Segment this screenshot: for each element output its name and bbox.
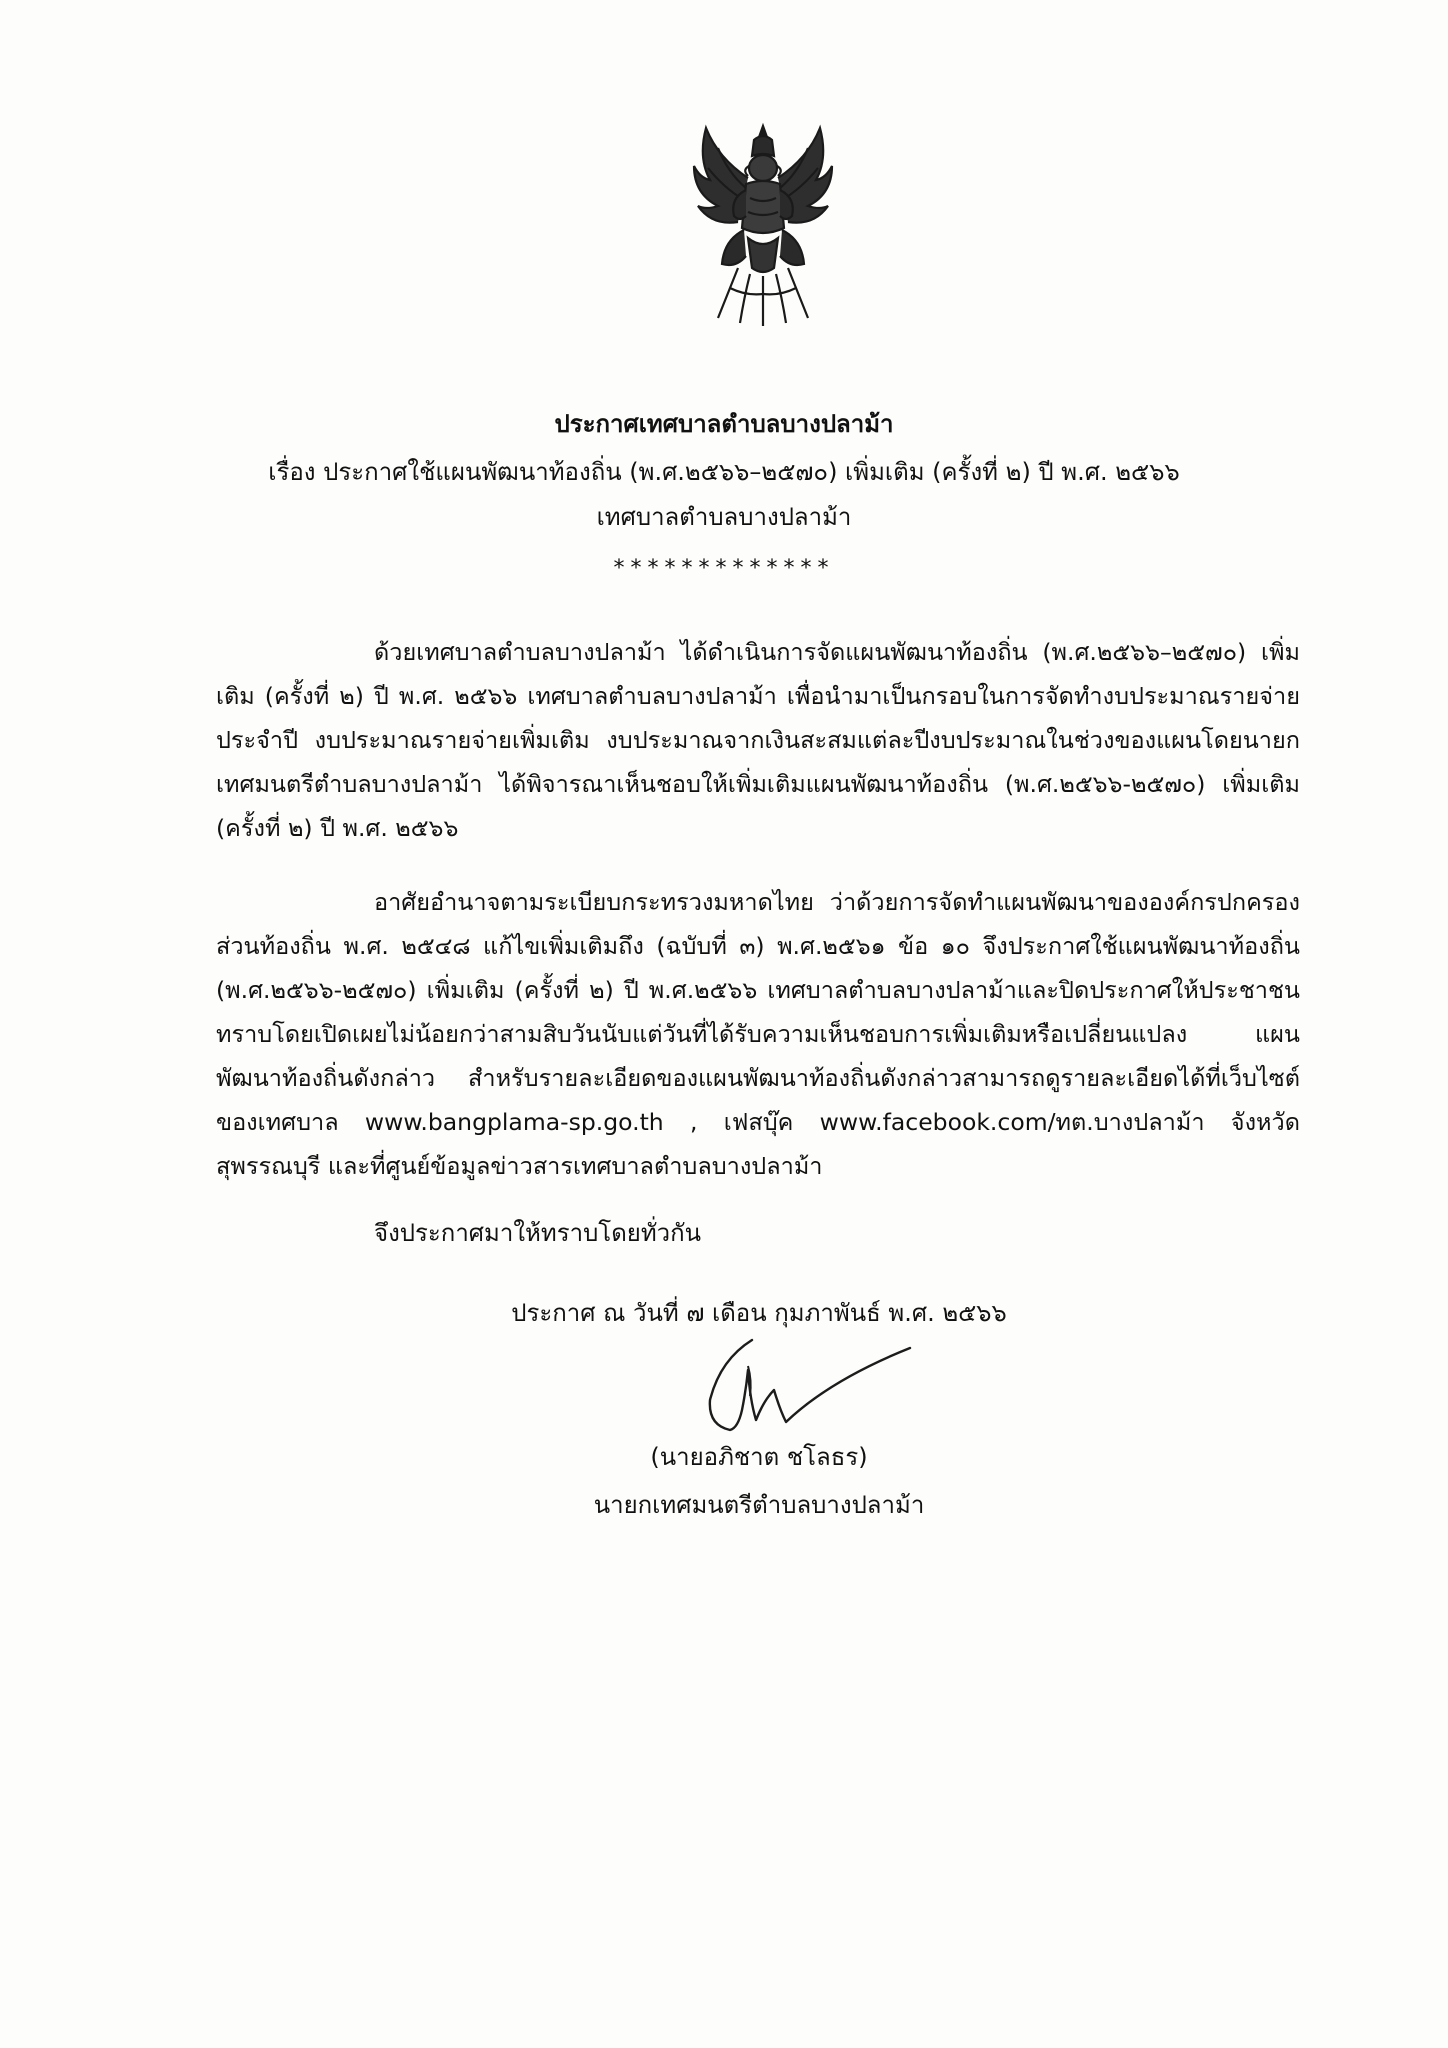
handwritten-signature-icon xyxy=(690,1330,940,1450)
announcement-date: ประกาศ ณ วันที่ ๗ เดือน กุมภาพันธ์ พ.ศ. ๒๕๖๖ xyxy=(511,1299,1007,1327)
separator-stars: ************* xyxy=(613,556,835,581)
garuda-emblem-icon xyxy=(688,118,838,328)
document-title: ประกาศเทศบาลตำบลบางปลาม้า xyxy=(554,410,894,438)
document-subject-organization: เทศบาลตำบลบางปลาม้า xyxy=(596,503,852,531)
body-paragraph-3: จึงประกาศมาให้ทราบโดยทั่วกัน xyxy=(374,1219,702,1247)
signer-name: (นายอภิชาต ชโลธร) xyxy=(650,1443,868,1471)
document-subject: เรื่อง ประกาศใช้แผนพัฒนาท้องถิ่น (พ.ศ.๒๕๖๖–๒๕๗๐) เพิ่มเติม (ครั้งที่ ๒) ปี พ.ศ. ๒๕๖๖ xyxy=(268,458,1180,486)
signer-title: นายกเทศมนตรีตำบลบางปลาม้า xyxy=(593,1491,925,1519)
body-paragraph-2: อาศัยอำนาจตามระเบียบกระทรวงมหาดไทย ว่าด้วยการจัดทำแผนพัฒนาขององค์กรปกครองส่วนท้องถิ่น พ.ศ. ๒๕๔๘ แก้ไขเพิ่มเติมถึง (ฉบับที่ ๓) พ.ศ.๒๕๖๑ ข้อ ๑๐ จึงประกาศใช้แผนพัฒนาท้องถิ่น (พ.ศ.๒๕๖๖-๒๕๗๐) เพิ่มเติม (ครั้งที่ ๒) ปี พ.ศ.๒๕๖๖ เทศบาลตำบลบางปลาม้าและปิดประกาศให้ประชาชนทราบโดยเปิดเผยไม่น้อยกว่าสามสิบวันนับแต่วันที่ได้รับความเห็นชอบการเพิ่มเติมหรือเปลี่ยนแปลง แผนพัฒนาท้องถิ่นดังกล่าว สำหรับรายละเอียดของแผนพัฒนาท้องถิ่นดังกล่าวสามารถดูรายละเอียดได้ที่เว็บไซต์ของเทศบาล www.bangplama-sp.go.th , เฟสบุ๊ค www.facebook.com/ทต.บางปลาม้า จังหวัดสุพรรณบุรี และที่ศูนย์ข้อมูลข่าวสารเทศบาลตำบลบางปลาม้า xyxy=(216,888,1300,1180)
body-paragraph-1: ด้วยเทศบาลตำบลบางปลาม้า ได้ดำเนินการจัดแผนพัฒนาท้องถิ่น (พ.ศ.๒๕๖๖–๒๕๗๐) เพิ่มเติม (ครั้งที่ ๒) ปี พ.ศ. ๒๕๖๖ เทศบาลตำบลบางปลาม้า เพื่อนำมาเป็นกรอบในการจัดทำงบประมาณรายจ่ายประจำปี งบประมาณรายจ่ายเพิ่มเติม งบประมาณจากเงินสะสมแต่ละปีงบประมาณในช่วงของแผนโดยนายกเทศมนตรีตำบลบางปลาม้า ได้พิจารณาเห็นชอบให้เพิ่มเติมแผนพัฒนาท้องถิ่น (พ.ศ.๒๕๖๖-๒๕๗๐) เพิ่มเติม (ครั้งที่ ๒) ปี พ.ศ. ๒๕๖๖ xyxy=(216,638,1300,842)
